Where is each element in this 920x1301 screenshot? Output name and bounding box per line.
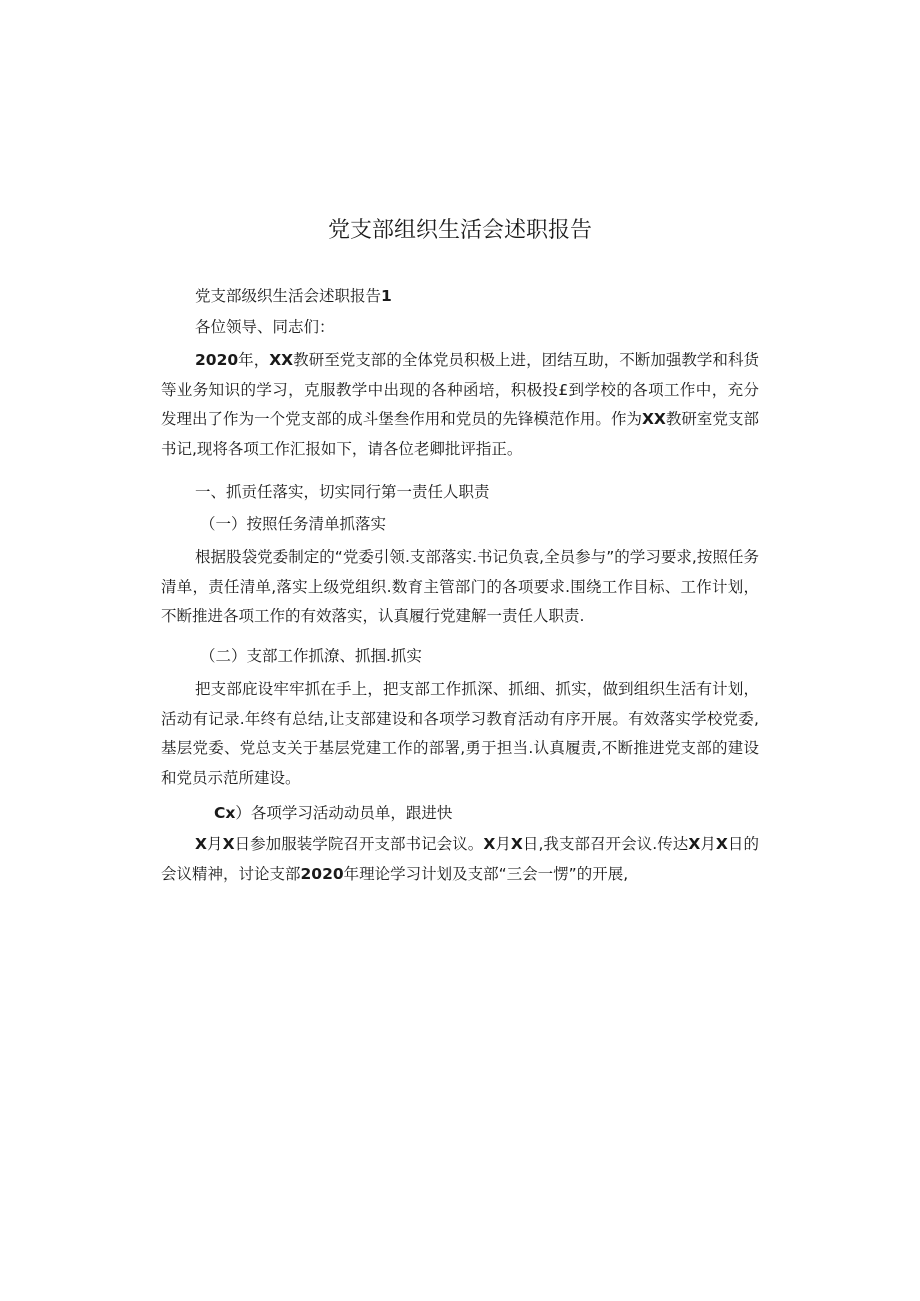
intro-text-2: 教研至党支部的全体党员积极上进，团结互助，不断加强教学和科货等业务知识的学习，克服教学中出现的各种函培，积极投£到学校的各项工作中，充分发理出了作为一个党支部的成斗堡叁作用和党员的先锋模范作用。作为 [161, 351, 759, 428]
paragraph-responsibility: 根据股袋党委制定的“党委引领.支部落实.书记负袁,全员参与”的学习要求,按照任务清单，责任清单,落实上级党组织.数育主管部门的各项要求.围绕工作目标、工作计划，不断推进各项工作的有效落实，认真履行党建解一责任人职责. [161, 548, 759, 625]
paragraph-branch-work: 把支部庇设牢牢抓在手上，把支部工作抓深、抓细、抓实，做到组织生活有计划，活动有记录.年终有总结,让支部建设和各项学习教育活动有序开展。有效落实学校党委,基层党委、党总支关于基层党建工作的部署,勇于担当.认真履责,不断推进党支部的建设和党员示范所建设。 [161, 680, 759, 787]
intro-text-3: 教研室党支部书记,现将各项工作汇报如下，请各位老卿批评指正。 [161, 410, 759, 458]
paragraph-meetings [161, 830, 759, 889]
subsection-3-prefix: Cx [214, 804, 236, 822]
meeting-x-1: X [195, 835, 207, 853]
meeting-text-6: 日的会议精神，讨论支部 [161, 835, 759, 883]
intro-xx-1: XX [269, 351, 294, 369]
document-title: 党支部组织生活会述职报告 [327, 218, 592, 243]
meeting-text-4: 日,我支部召开会议.传达 [522, 835, 689, 853]
meeting-year: 2020 [300, 864, 344, 883]
subsection-heading-2: （二）支部工作抓潦、抓掴.抓实 [200, 647, 422, 665]
subsection-heading-1: （一）按照任务清单抓落实 [200, 515, 387, 533]
intro-xx-2: XX [641, 410, 666, 428]
meeting-text-5: 月 [700, 835, 716, 853]
meeting-x-6: X [715, 835, 728, 853]
meeting-text-7: 年理论学习计划及支部“三会一愣”的开展, [343, 864, 629, 883]
section-heading-1: 一、抓贡任落实，切实同行第一责任人职责 [195, 483, 490, 501]
intro-text-1: 年， [238, 351, 270, 369]
meeting-x-2: X [222, 835, 235, 853]
subsection-3-text: ）各项学习活动动员单，跟进快 [235, 804, 453, 822]
report-subtitle [195, 285, 392, 307]
intro-year: 2020 [195, 351, 239, 369]
meeting-x-4: X [510, 835, 523, 853]
meeting-text-3: 月 [495, 835, 511, 853]
meeting-x-3: X [483, 835, 496, 853]
meeting-x-5: X [688, 835, 701, 853]
meeting-text-1: 月 [206, 835, 223, 853]
paragraph-intro [161, 346, 759, 464]
report-subtitle-text: 党支部级织生活会述职报告 [195, 287, 382, 305]
report-subtitle-number: 1 [381, 287, 392, 305]
subsection-heading-3 [214, 802, 452, 824]
greeting: 各位领导、同志们： [195, 318, 335, 336]
meeting-text-2: 日参加服装学院召开支部书记会议。 [234, 835, 484, 853]
